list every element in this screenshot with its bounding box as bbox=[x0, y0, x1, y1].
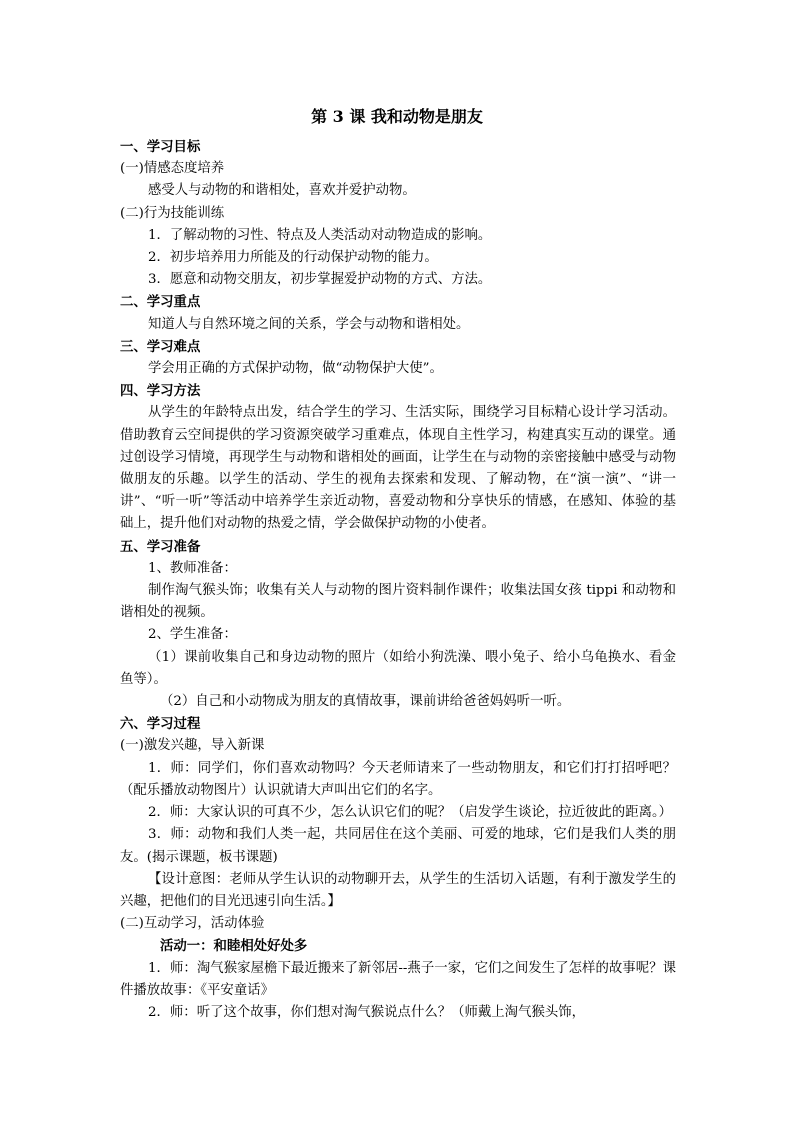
paragraph: 3．师：动物和我们人类一起，共同居住在这个美丽、可爱的地球，它们是我们人类的朋友。(揭示课题，板书课题) bbox=[120, 827, 676, 865]
paragraph: 2．师：听了这个故事，你们想对淘气猴说点什么？（师戴上淘气猴头饰， bbox=[148, 1004, 586, 1020]
lesson-body bbox=[120, 136, 676, 1024]
section-heading: 三、学习难点 bbox=[120, 338, 201, 355]
subsection-heading: (一)激发兴趣，导入新课 bbox=[120, 738, 265, 754]
list-item: 2．初步培养用力所能及的行动保护动物的能力。 bbox=[148, 250, 438, 266]
lesson-title: 第 3 课 我和动物是朋友 bbox=[311, 107, 483, 126]
paragraph: （1）课前收集自己和身边动物的照片（如给小狗洗澡、喂小兔子、给小乌龟换水、看金鱼等）。 bbox=[120, 649, 676, 687]
paragraph: （2）自己和小动物成为朋友的真情故事，课前讲给爸爸妈妈听一听。 bbox=[160, 694, 571, 710]
paragraph: 1．师：淘气猴家屋檐下最近搬来了新邻居--燕子一家，它们之间发生了怎样的故事呢？课件播放故事：《平安童话》 bbox=[120, 960, 676, 998]
section-heading: 六、学习过程 bbox=[120, 716, 201, 733]
list-item: 2、学生准备： bbox=[148, 627, 237, 643]
subsection-heading: (一)情感态度培养 bbox=[120, 161, 225, 177]
paragraph: 知道人与自然环境之间的关系，学会与动物和谐相处。 bbox=[148, 316, 470, 332]
section-heading: 一、学习目标 bbox=[120, 139, 201, 155]
paragraph: 从学生的年龄特点出发，结合学生的学习、生活实际，围绕学习目标精心设计学习活动。借助教育云空间提供的学习资源突破学习重难点，体现自主性学习，构建真实互动的课堂。通过创设学习情境，再现学生与动物和谐相处的画面，让学生在与动物的亲密接触中感受与动物做朋友的乐趣。以学生的活动、学生的视角去探索和发现、了解动物，在“演一演”、“讲一讲”、“听一听”等活动中培养学生亲近动物，喜爱动物和分享快乐的情感，在感知、体验的基础上，提升他们对动物的热爱之情，学会做保护动物的小使者。 bbox=[120, 405, 676, 532]
section-heading: 四、学习方法 bbox=[120, 383, 201, 400]
list-item: 1．了解动物的习性、特点及人类活动对动物造成的影响。 bbox=[148, 227, 492, 243]
section-heading: 二、学习重点 bbox=[120, 294, 201, 311]
paragraph: 制作淘气猴头饰；收集有关人与动物的图片资料制作课件；收集法国女孩 tippi 和动物和谐相处的视频。 bbox=[120, 583, 676, 621]
design-note: 【设计意图：老师从学生认识的动物聊开去，从学生的生活切入话题，有利于激发学生的兴趣，把他们的目光迅速引向生活。】 bbox=[120, 871, 676, 909]
activity-heading: 活动一：和睦相处好处多 bbox=[160, 938, 308, 955]
section-heading: 五、学习准备 bbox=[120, 538, 201, 555]
paragraph: 1．师：同学们，你们喜欢动物吗？今天老师请来了一些动物朋友，和它们打打招呼吧？（配乐播放动物图片）认识就请大声叫出它们的名字。 bbox=[120, 760, 676, 798]
list-item: 3．愿意和动物交朋友，初步掌握爱护动物的方式、方法。 bbox=[148, 272, 492, 288]
subsection-heading: (二)互动学习，活动体验 bbox=[120, 916, 265, 932]
paragraph: 感受人与动物的和谐相处，喜欢并爱护动物。 bbox=[148, 183, 416, 199]
paragraph: 学会用正确的方式保护动物，做“动物保护大使”。 bbox=[148, 361, 443, 377]
paragraph: 2．师：大家认识的可真不少，怎么认识它们的呢？（启发学生谈论，拉近彼此的距离。） bbox=[148, 805, 673, 821]
subsection-heading: (二)行为技能训练 bbox=[120, 205, 225, 221]
list-item: 1、教师准备： bbox=[148, 560, 237, 576]
